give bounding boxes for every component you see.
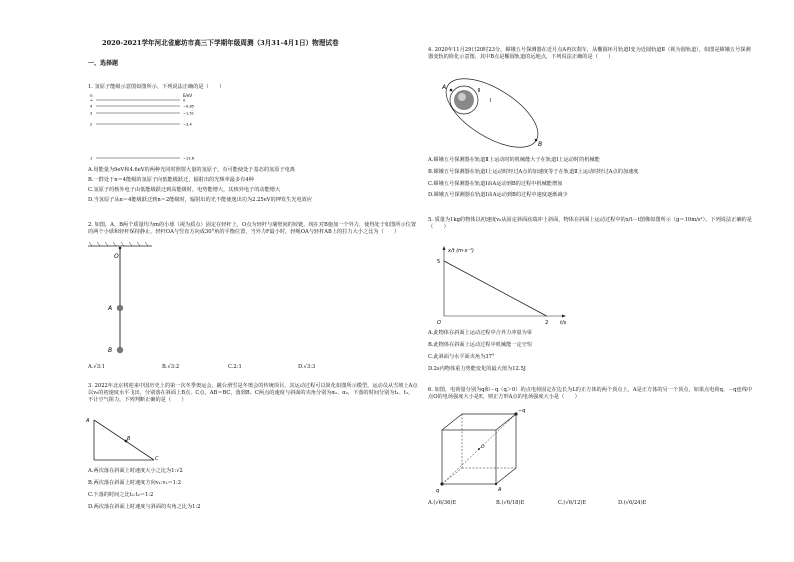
x-axis-arrow: [562, 315, 566, 318]
q1-option-a: A.用能量为9eV和4.6eV的两种光同时照射大量的氢原子，有可能使处于基态的氢原子电离: [88, 167, 295, 173]
midpoint-o: [478, 448, 480, 450]
section-heading: 一、选择题: [88, 60, 119, 67]
q1-stem: 1. 氢原子能级示意图如图所示，下列说法正确的是（ ）: [88, 84, 225, 90]
label-a: A: [498, 487, 502, 493]
q4-stem: 4. 2020年11月29日20时23分，嫦娥五号探测器在近月点A再次刹车，从椭圆环月轨道Ⅰ变为近圆轨道Ⅱ（视为圆轨道），如图是嫦娥五号探测器变轨的简化示意图，其中B点是椭圆轨道的远地点，下列说法正确的是（ ）: [428, 47, 751, 60]
charge-positive: [440, 482, 443, 485]
q6-option-c: C.(√6/12)E: [558, 500, 587, 506]
slope: [94, 420, 154, 460]
q3-option-c: C.下落的时间之比t₁:t₂＝1:2: [88, 492, 154, 498]
q6-option-a: A.(√6/36)E: [428, 500, 457, 506]
q3-option-b: B.两次落在斜面上时速度方向v₁:v₂＝1:2: [88, 480, 182, 486]
x-axis-label: t/s: [560, 320, 567, 326]
label-minus-q: −q: [518, 408, 526, 414]
ceiling-hatch: [89, 242, 148, 246]
label-a: A: [86, 418, 90, 424]
y-axis-label: x/t (m·s⁻¹): [448, 248, 474, 254]
q5-option-a: A.此物体在斜面上运动过程中合外力冲量为零: [428, 330, 532, 336]
q2-option-b: B.√3:2: [162, 364, 180, 370]
label-o: O: [481, 445, 485, 450]
q4-option-b: B.嫦娥五号探测器在轨道Ⅰ上运动时经过A点的加速度等于在轨道Ⅱ上运动时经过A点的加速度: [428, 169, 639, 175]
cube-front-face: [442, 430, 496, 484]
q5-stem: 5. 质量为1kg的物体以初速度v₀从固定斜面底端冲上斜面，物体在斜面上运动过程中的x/t－t图像如图所示（g＝10m/s²），下列说法正确的是（ ）: [428, 217, 752, 230]
q2-option-d: D.√3:3: [298, 364, 316, 370]
cube-edge: [442, 414, 462, 430]
origin-label: O: [437, 320, 441, 326]
point-a: [450, 89, 453, 92]
q4-orbit-diagram: [434, 78, 554, 152]
q6-stem: 6. 如图，电荷量分别为q和－q（q＞0）的点电荷固定在边长为L的正方体的两个顶点上，A是正方体的另一个顶点，如果点电荷q、－q连线中点O的电场强度大小是E，则正方形A点的电场强度大小是（ ）: [428, 387, 753, 400]
q1-option-d: D.当氢原子从n＝4能级跃迁到n＝2能级时，辐射出的光不能使逸出功为2.25eV的钾发生光电效应: [88, 197, 313, 203]
q3-option-a: A.两次落在斜面上时速度大小之比为1:√2: [88, 468, 183, 474]
q2-rod-diagram: [88, 246, 178, 356]
n-header: n: [90, 93, 93, 98]
q4-option-d: D.嫦娥五号探测器在轨道Ⅰ由A运动到B的过程中速度逐渐减少: [428, 192, 568, 198]
q2-option-c: C.2:1: [228, 364, 242, 370]
level-n: 2: [90, 122, 93, 127]
q4-option-a: A.嫦娥五号探测器在轨道Ⅱ上运动时的机械能大于在轨道Ⅰ上运动时的机械能: [428, 157, 600, 163]
cube-hidden-edge: [442, 468, 462, 484]
label-b: B: [108, 347, 113, 354]
point-a: [495, 483, 497, 485]
label-b: B: [538, 141, 543, 148]
orbit-i: [435, 65, 549, 161]
q5-option-c: C.此斜面与水平面夹角为37°: [428, 354, 495, 360]
level-e: −0.85: [183, 104, 195, 109]
level-n: ∞: [90, 98, 93, 103]
q2-stem: 2. 如图，A、B两个质量均为m的小球（视为质点）固定在轻杆上，O点为轻杆与墙壁间的铰链，现在对B施加一个外力，使得处于如图所示位置的两个小球和轻杆保持静止，轻杆OA与竖直方向成30°角的平衡位置，当外力F最小时，轻绳OA与轻杆AB上的拉力大小之比为（ ）: [88, 222, 417, 235]
label-orbit-i: Ⅰ: [490, 98, 492, 104]
level-e: −1.51: [183, 111, 195, 116]
q1-option-b: B.一群处于n＝4能级的氢原子向低能级跃迁，辐射出的光频率最多有4种: [88, 177, 254, 183]
level-e: −3.4: [183, 122, 192, 127]
ball-a: [117, 305, 123, 311]
label-c: C: [155, 456, 159, 462]
exam-title: 2020-2021学年河北省廊坊市高三下学期年级周测（3月31-4月1日）物理试卷: [102, 39, 339, 47]
q5-option-d: D.2s内物体重力势能变化的最大值为12.5J: [428, 366, 526, 372]
label-b: B: [127, 436, 131, 442]
q6-cube-diagram: [434, 408, 534, 494]
q3-slope-diagram: [86, 416, 170, 466]
q5-option-b: B.此物体在斜面上运动过程中机械能一定守恒: [428, 342, 533, 348]
x-tick-label: 2: [545, 320, 549, 326]
level-n: 3: [90, 111, 93, 116]
hinge-o: [119, 247, 122, 250]
q6-option-b: B.(√6/18)E: [496, 500, 525, 506]
cube-edge: [496, 468, 516, 484]
q1-energy-level-diagram: [88, 92, 208, 162]
label-q: q: [436, 488, 440, 494]
label-a: A: [442, 84, 447, 91]
y-tick-label: 5: [437, 259, 441, 265]
y-axis-arrow: [443, 246, 446, 250]
q3-option-d: D.两次落在斜面上时速度与斜面的夹角之比为1:2: [88, 504, 201, 510]
q2-option-a: A.√3:1: [88, 364, 106, 370]
level-e: 0: [183, 98, 186, 103]
q1-option-c: C.氢原子的核外电子由低能级跃迁到高能级时，电势能增大，其核外电子的动能增大: [88, 187, 281, 193]
point-b: [535, 139, 538, 142]
label-orbit-ii: Ⅱ: [478, 88, 481, 94]
moon-highlight: [458, 93, 466, 101]
label-o: O: [114, 253, 119, 260]
level-n: 1: [90, 156, 93, 161]
label-a: A: [108, 305, 113, 312]
q5-graph: [434, 246, 584, 326]
q4-option-c: C.嫦娥五号探测器在轨道Ⅰ由A运动到B的过程中机械能增加: [428, 181, 563, 187]
series-line: [444, 261, 547, 316]
level-e: −13.6: [183, 156, 195, 161]
cube-edge: [496, 414, 516, 430]
ball-b: [117, 347, 123, 353]
q6-option-d: D.(√6/24)E: [618, 500, 647, 506]
level-n: 4: [90, 104, 93, 109]
q3-stem: 3. 2022年北京将迎来中国历史上的第一次冬季奥运会，跳台滑雪是冬奥会的传统项目，其运动过程可以简化如图所示模型，运动员从雪坡上A点以v₀的初速度水平飞出，分别落在斜面上B点、C点，AB＝BC，落到B、C两点的速度与斜面的夹角分别为α₁、α₂，下落的时间分别为t₁、t₂，不计空气阻力，下列判断正确的是（ ）: [88, 383, 418, 403]
e-header: E/eV: [183, 93, 193, 98]
